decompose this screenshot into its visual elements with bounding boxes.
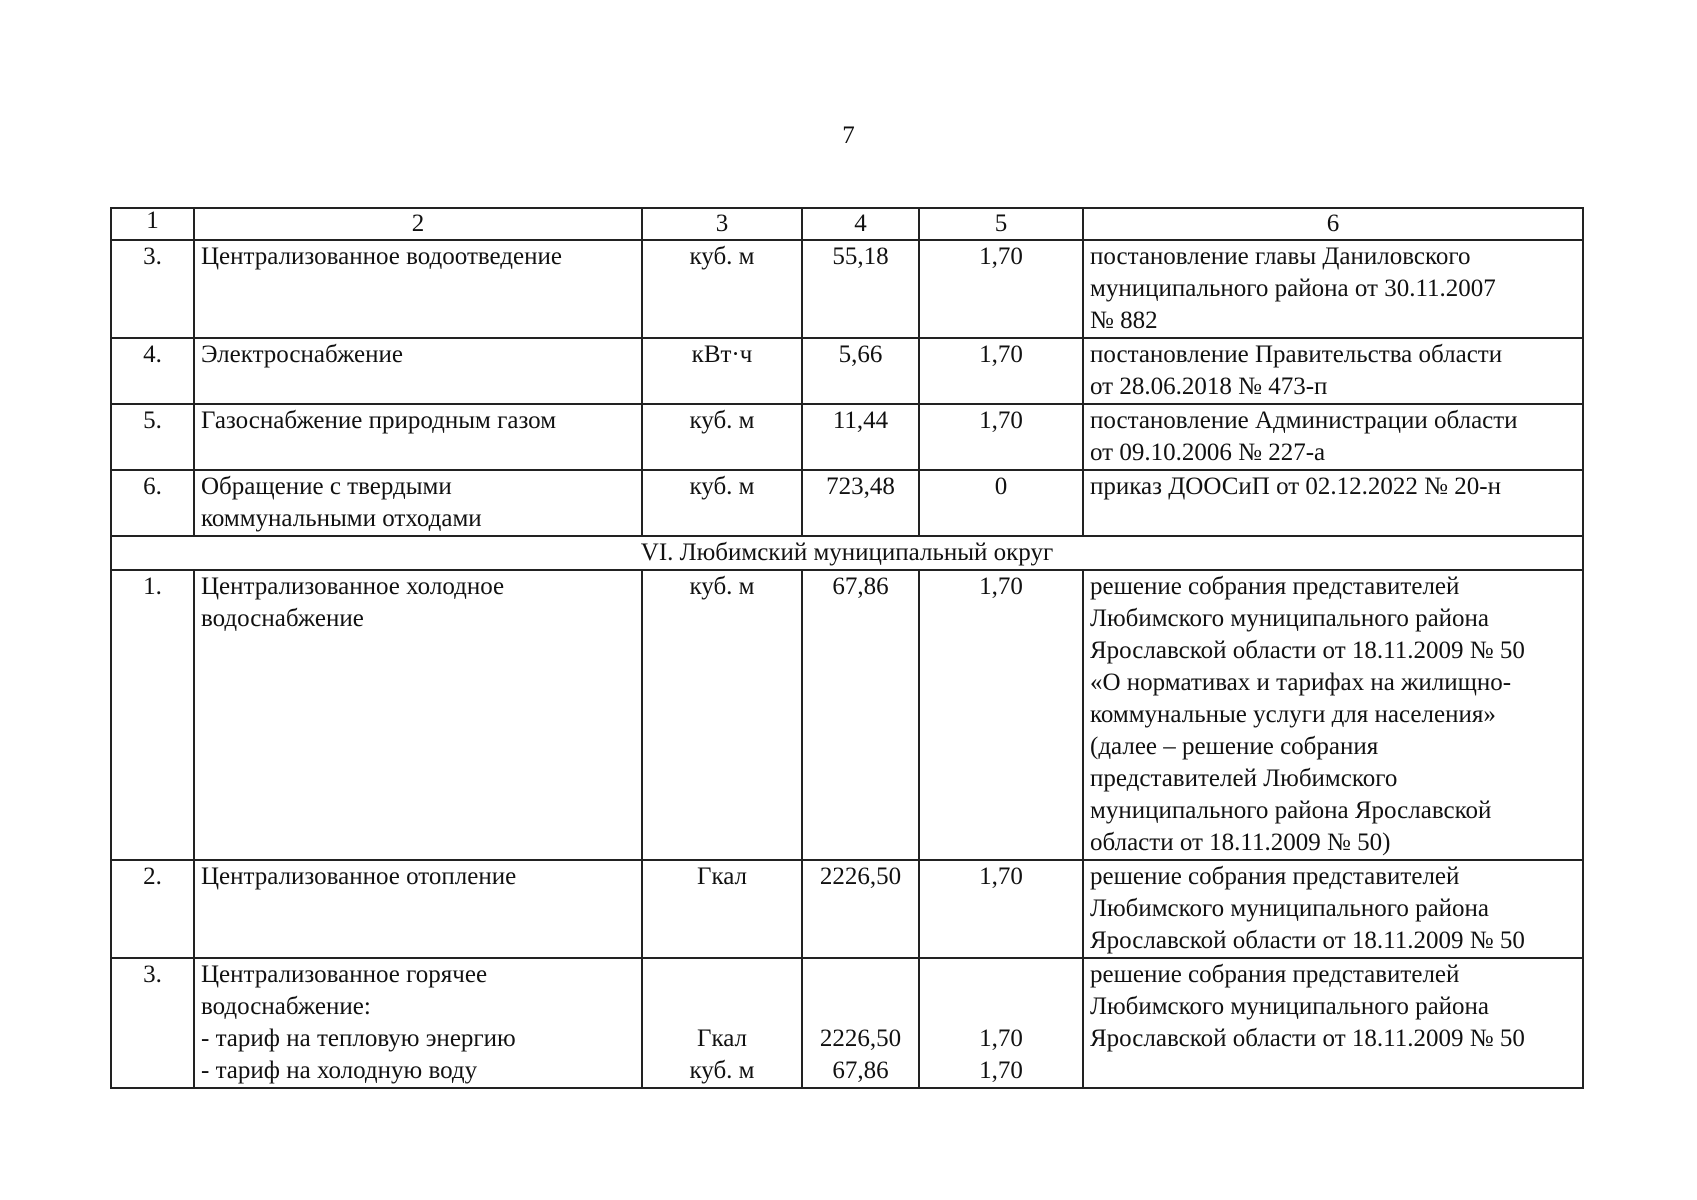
value-cell: 55,18	[802, 240, 919, 338]
factor-cell: 0	[919, 470, 1083, 536]
table-row	[111, 338, 1583, 404]
table-row	[111, 240, 1583, 338]
service-name-cell: Централизованное водоотведение	[194, 240, 642, 338]
factor-line: 1,70	[979, 1057, 1023, 1084]
document-line: Ярославской области от 18.11.2009 № 50	[1090, 927, 1525, 954]
table-row	[111, 958, 1583, 1088]
unit-cell: кВт·ч	[642, 338, 802, 404]
document-cell	[1083, 958, 1583, 1088]
spacer-line	[926, 959, 1076, 991]
header-cell: 6	[1083, 208, 1583, 240]
service-name-cell: Электроснабжение	[194, 338, 642, 404]
unit-cell	[642, 958, 802, 1088]
document-line: постановление Правительства области	[1090, 341, 1503, 368]
unit-cell: Гкал	[642, 860, 802, 958]
service-name-line: - тариф на холодную воду	[201, 1057, 478, 1084]
section-title: VI. Любимский муниципальный округ	[111, 536, 1583, 570]
document-line: представителей Любимского	[1090, 765, 1398, 792]
document-line: приказ ДООСиП от 02.12.2022 № 20-н	[1090, 473, 1501, 500]
document-line: муниципального района Ярославской	[1090, 797, 1492, 824]
document-line: муниципального района от 30.11.2007	[1090, 275, 1496, 302]
service-name-line: - тариф на тепловую энергию	[201, 1025, 516, 1052]
service-name-cell	[194, 958, 642, 1088]
factor-cell: 1,70	[919, 860, 1083, 958]
document-cell	[1083, 860, 1583, 958]
document-line: коммунальные услуги для населения»	[1090, 701, 1496, 728]
factor-cell: 1,70	[919, 240, 1083, 338]
value-cell: 11,44	[802, 404, 919, 470]
value-cell: 67,86	[802, 570, 919, 860]
document-line: решение собрания представителей	[1090, 961, 1460, 988]
document-line: Любимского муниципального района	[1090, 895, 1490, 922]
factor-line: 1,70	[979, 1025, 1023, 1052]
table-row	[111, 470, 1583, 536]
document-line: Любимского муниципального района	[1090, 605, 1490, 632]
spacer-line	[649, 991, 795, 1023]
table-row	[111, 570, 1583, 860]
value-cell: 723,48	[802, 470, 919, 536]
document-line: постановление главы Даниловского	[1090, 243, 1471, 270]
service-name-cell	[194, 470, 642, 536]
document-line: решение собрания представителей	[1090, 573, 1460, 600]
unit-cell: куб. м	[642, 404, 802, 470]
value-line: 2226,50	[819, 1025, 902, 1052]
row-number-cell: 1.	[111, 570, 194, 860]
document-cell	[1083, 470, 1583, 536]
factor-cell: 1,70	[919, 338, 1083, 404]
factor-cell: 1,70	[919, 570, 1083, 860]
row-number-cell: 5.	[111, 404, 194, 470]
table-header-row	[111, 208, 1583, 240]
row-number-cell: 6.	[111, 470, 194, 536]
header-cell: 1	[111, 208, 194, 240]
unit-cell: куб. м	[642, 570, 802, 860]
spacer-line	[649, 959, 795, 991]
service-name-line: Централизованное горячее	[201, 961, 488, 988]
header-cell: 2	[194, 208, 642, 240]
row-number-cell: 3.	[111, 958, 194, 1088]
service-name-cell: Централизованное отопление	[194, 860, 642, 958]
page-number: 7	[842, 122, 855, 149]
value-cell: 2226,50	[802, 860, 919, 958]
value-cell	[802, 958, 919, 1088]
document-line: от 28.06.2018 № 473-п	[1090, 373, 1328, 400]
service-name-cell: Газоснабжение природным газом	[194, 404, 642, 470]
spacer-line	[926, 991, 1076, 1023]
document-line: Ярославской области от 18.11.2009 № 50	[1090, 1025, 1525, 1052]
factor-cell	[919, 958, 1083, 1088]
row-number-cell: 3.	[111, 240, 194, 338]
document-line: «О нормативах и тарифах на жилищно-	[1090, 669, 1512, 696]
unit-cell: куб. м	[642, 240, 802, 338]
document-line: от 09.10.2006 № 227-а	[1090, 439, 1326, 466]
service-name-line: Централизованное холодное	[201, 573, 505, 600]
service-name-line: водоснабжение:	[201, 993, 371, 1020]
document-cell	[1083, 338, 1583, 404]
table-row	[111, 404, 1583, 470]
service-name-line: коммунальными отходами	[201, 505, 482, 532]
unit-line: Гкал	[696, 1025, 747, 1052]
service-name-line: Обращение с твердыми	[201, 473, 452, 500]
service-name-cell	[194, 570, 642, 860]
document-line: области от 18.11.2009 № 50)	[1090, 829, 1391, 856]
table-row	[111, 860, 1583, 958]
row-number-cell: 4.	[111, 338, 194, 404]
tariff-table	[110, 207, 1584, 1089]
unit-cell: куб. м	[642, 470, 802, 536]
document-line: № 882	[1090, 307, 1158, 334]
value-cell: 5,66	[802, 338, 919, 404]
unit-line: куб. м	[689, 1057, 755, 1084]
section-row	[111, 536, 1583, 570]
spacer-line	[809, 959, 912, 991]
document-line: (далее – решение собрания	[1090, 733, 1379, 760]
header-cell: 5	[919, 208, 1083, 240]
spacer-line	[809, 991, 912, 1023]
document-line: Любимского муниципального района	[1090, 993, 1490, 1020]
document-line: Ярославской области от 18.11.2009 № 50	[1090, 637, 1525, 664]
document-line: постановление Администрации области	[1090, 407, 1518, 434]
document-cell	[1083, 404, 1583, 470]
document-cell	[1083, 240, 1583, 338]
document-line: решение собрания представителей	[1090, 863, 1460, 890]
header-cell: 3	[642, 208, 802, 240]
header-cell: 4	[802, 208, 919, 240]
service-name-line: водоснабжение	[201, 605, 364, 632]
value-line: 67,86	[832, 1057, 889, 1084]
document-cell	[1083, 570, 1583, 860]
factor-cell: 1,70	[919, 404, 1083, 470]
row-number-cell: 2.	[111, 860, 194, 958]
